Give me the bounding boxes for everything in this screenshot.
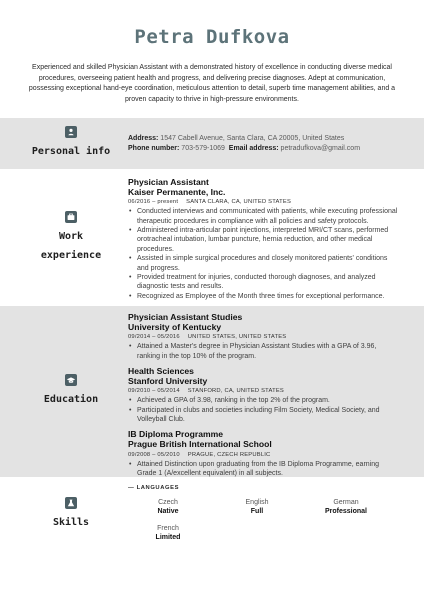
phone-value: 703-579-1069	[181, 145, 225, 152]
language-name: English	[245, 499, 269, 506]
language-item	[128, 498, 208, 517]
languages-grid	[128, 491, 400, 541]
employer-name: Kaiser Permanente, Inc.	[128, 186, 226, 197]
languages-heading: — LANGUAGES	[128, 485, 180, 491]
personal-info-heading: Personal info	[31, 146, 111, 157]
education-content	[128, 313, 400, 484]
language-level: Full	[250, 508, 264, 515]
school-name: University of Kentucky	[128, 321, 222, 332]
list-item: • Attained a Master's degree in Physician Assistant Studies with a GPA of 3.96, ranking in the top 10% of the program.	[128, 342, 400, 361]
degree-title: Physician Assistant Studies	[128, 312, 243, 322]
address-value: 1547 Cabell Avenue, Santa Clara, CA 20005, United States	[160, 135, 345, 142]
education-bullets	[128, 342, 400, 361]
address-label: Address:	[128, 135, 159, 142]
education-location: PRAGUE, CZECH REPUBLIC	[187, 451, 271, 458]
education-dates: 09/2008 – 05/2010	[128, 451, 180, 458]
work-experience-section	[0, 169, 424, 306]
list-item: • Conducted interviews and communicated with patients, while executing professional therapeutic procedures in compliance with all policies and safety protocols.	[128, 207, 400, 226]
graduation-cap-icon	[65, 374, 77, 386]
job-title: Physician Assistant	[128, 177, 209, 187]
list-item: • Participated in clubs and societies including Film Society, Medical Society, and Volleyball Club.	[128, 406, 400, 425]
person-icon	[65, 126, 77, 138]
email-value: petradufkova@gmail.com	[280, 145, 361, 152]
job-meta	[128, 198, 400, 207]
language-level: Native	[157, 508, 179, 515]
language-name: German	[333, 499, 359, 506]
education-location: UNITED STATES, UNITED STATES	[187, 334, 287, 341]
school-name: Prague British International School	[128, 439, 272, 449]
list-item: • Administered intra-articular point injections, interpreted MRI/CT scans, performed orotracheal intubation, lumbar puncture, hernia reduction, and other medical procedures.	[128, 226, 400, 254]
education-heading: Education	[43, 394, 99, 405]
personal-info-section	[0, 118, 424, 169]
language-item	[306, 498, 386, 517]
language-name: Czech	[158, 499, 178, 506]
education-section	[0, 306, 424, 477]
skills-heading: Skills	[52, 517, 90, 528]
language-item	[217, 498, 297, 517]
education-meta	[128, 333, 400, 342]
education-entry	[128, 313, 400, 361]
language-level: Professional	[324, 508, 367, 515]
job-bullets	[128, 207, 400, 301]
education-meta	[128, 387, 400, 396]
education-location: STANFORD, CA, UNITED STATES	[187, 388, 284, 395]
school-name: Stanford University	[128, 375, 208, 386]
education-entry	[128, 367, 400, 424]
education-dates: 09/2010 – 05/2014	[128, 388, 180, 395]
job-dates: 06/2016 – present	[128, 199, 179, 206]
work-experience-heading	[0, 227, 142, 265]
education-meta	[128, 451, 400, 460]
education-bullets	[128, 460, 400, 479]
education-dates: 09/2014 – 05/2016	[128, 334, 180, 341]
address-line	[128, 134, 400, 144]
education-entry	[128, 430, 400, 478]
work-heading-line1: Work	[58, 231, 84, 242]
language-name: French	[157, 525, 179, 532]
skills-section	[0, 477, 424, 600]
language-item	[128, 524, 208, 543]
phone-label: Phone number:	[128, 145, 180, 152]
contact-line	[128, 144, 400, 154]
education-bullets	[128, 396, 400, 424]
list-item: • Provided treatment for injuries, conducted thorough diagnoses, and analyzed diagnostic tests and results.	[128, 273, 400, 292]
degree-title: Health Sciences	[128, 366, 194, 376]
profile-summary: Experienced and skilled Physician Assistant with a demonstrated history of excellence in conducting diverse medical procedures, overseeing patient health and progress, and delivering precise diagnoses. Adept at communication, possessing exceptional hand-eye coordination, meticulous attention to detail, superb time management abilities, and a proven capacity to thrive in high-pressure environments.	[28, 64, 396, 103]
degree-title: IB Diploma Programme	[128, 429, 224, 440]
candidate-name: Petra Dufkova	[134, 26, 290, 48]
list-item: • Recognized as Employee of the Month three times for exceptional performance.	[128, 292, 400, 301]
list-item: • Attained Distinction upon graduating from the IB Diploma Programme, earning Grade 1 (A/excellent equivalent) in all subjects.	[128, 460, 400, 479]
language-level: Limited	[155, 534, 181, 541]
work-heading-line2: experience	[40, 250, 102, 261]
flask-icon	[65, 497, 77, 509]
work-experience-content	[128, 178, 400, 301]
list-item: • Assisted in simple surgical procedures and closely monitored patients' conditions and progress.	[128, 254, 400, 273]
briefcase-icon	[65, 211, 77, 223]
list-item: • Achieved a GPA of 3.98, ranking in the top 2% of the program.	[128, 396, 400, 405]
job-location: SANTA CLARA, CA, UNITED STATES	[186, 199, 292, 206]
personal-info-content	[128, 134, 400, 154]
skills-content	[128, 485, 400, 541]
email-label: Email address:	[228, 145, 279, 152]
